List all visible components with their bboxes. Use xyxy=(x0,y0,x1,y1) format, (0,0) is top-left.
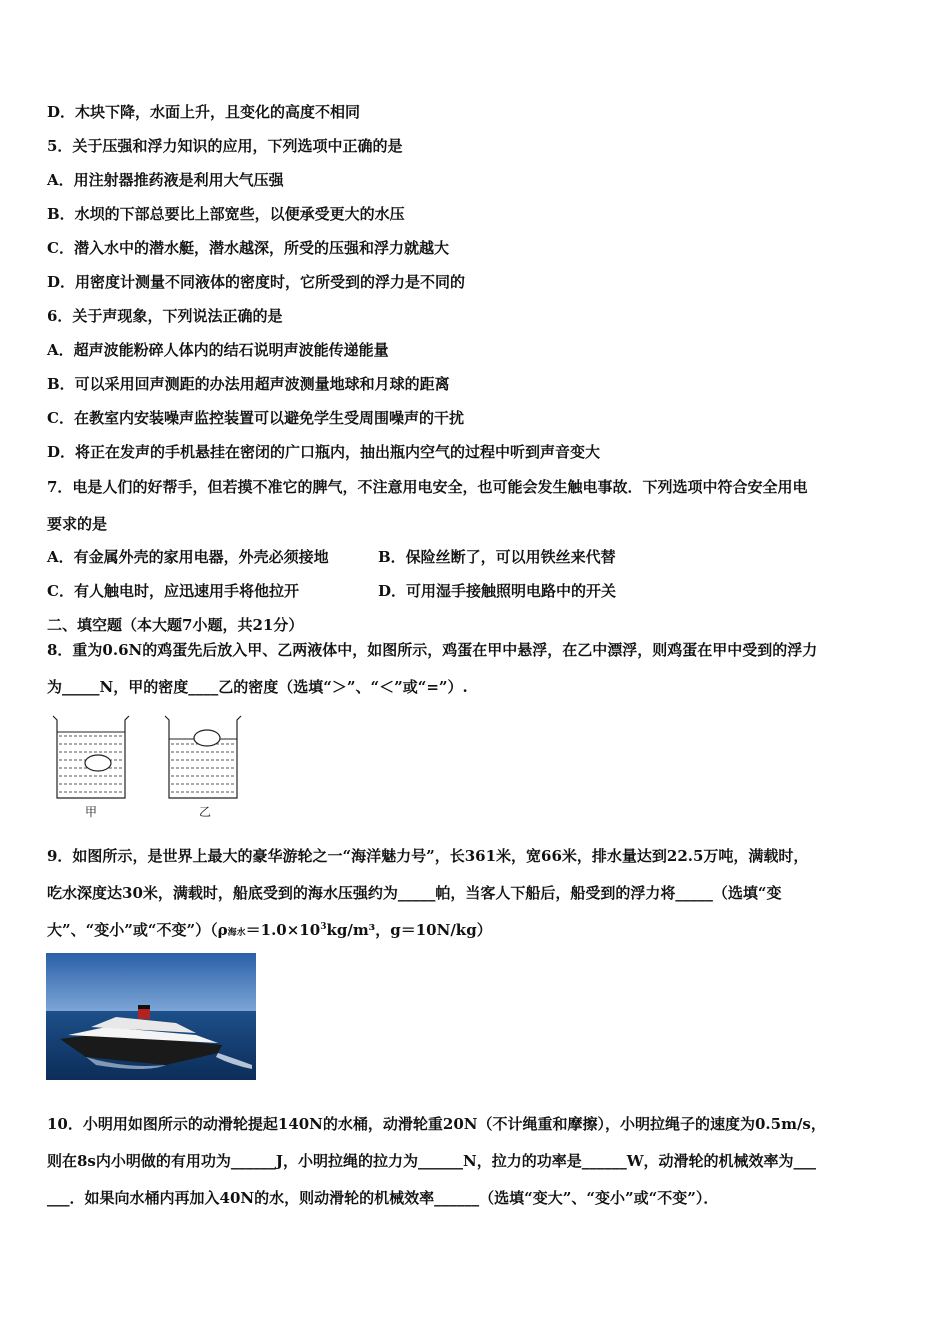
q9-line2: 吃水深度达30米，满载时，船底受到的海水压强约为_____帕，当客人下船后，船受到的浮力将_____（选填“变 xyxy=(47,884,782,902)
q6-option-b: B．可以采用回声测距的办法用超声波测量地球和月球的距离 xyxy=(47,375,450,393)
q7-option-c: C．有人触电时，应迅速用手将他拉开 xyxy=(47,582,299,600)
q7-option-b: B．保险丝断了，可以用铁丝来代替 xyxy=(378,548,616,566)
fig-label-a: 甲 xyxy=(84,805,98,819)
q5-stem: 5．关于压强和浮力知识的应用，下列选项中正确的是 xyxy=(47,137,403,155)
q9-line3 xyxy=(47,920,492,943)
egg-b xyxy=(194,730,220,746)
beaker-b xyxy=(165,716,241,798)
q5-option-b: B．水坝的下部总要比上部宽些，以便承受更大的水压 xyxy=(47,205,405,223)
q9-line3-post: kg/m³，g＝10N/kg） xyxy=(326,921,492,939)
q5-option-d: D．用密度计测量不同液体的密度时，它所受到的浮力是不同的 xyxy=(47,273,466,291)
q6-option-d: D．将正在发声的手机悬挂在密闭的广口瓶内，抽出瓶内空气的过程中听到声音变大 xyxy=(47,443,601,461)
cruise-ship-photo xyxy=(46,953,256,1080)
fig-label-b: 乙 xyxy=(198,805,212,819)
q9-line3-pre: 大”、“变小”或“不变”）（ρ xyxy=(47,921,228,939)
q7-stem-line1: 7．电是人们的好帮手，但若摸不准它的脾气，不注意用电安全，也可能会发生触电事故．下列选项中符合安全用电 xyxy=(47,478,808,496)
q6-option-a: A．超声波能粉碎人体内的结石说明声波能传递能量 xyxy=(47,341,389,359)
q10-line2: 则在8s内小明做的有用功为______J，小明拉绳的拉力为______N，拉力的功率是______W，动滑轮的机械效率为___ xyxy=(47,1152,817,1170)
section-heading: 二、填空题（本大题7小题，共21分） xyxy=(47,616,304,634)
q8-line2: 为_____N，甲的密度____乙的密度（选填“＞”、“＜”或“=”）. xyxy=(47,678,468,696)
q7-option-d: D．可用湿手接触照明电路中的开关 xyxy=(378,582,617,600)
egg-a xyxy=(85,755,111,771)
q5-option-c: C．潜入水中的潜水艇，潜水越深，所受的压强和浮力就越大 xyxy=(47,239,449,257)
beakers-figure xyxy=(45,712,245,822)
q10-line3: ___．如果向水桶内再加入40N的水，则动滑轮的机械效率______（选填“变大”、“变小”或“不变”）． xyxy=(47,1189,719,1207)
q6-stem: 6．关于声现象，下列说法正确的是 xyxy=(47,307,283,325)
beaker-a xyxy=(53,716,129,798)
q8-line1: 8．重为0.6N的鸡蛋先后放入甲、乙两液体中，如图所示，鸡蛋在甲中悬浮，在乙中漂浮，则鸡蛋在甲中受到的浮力 xyxy=(47,641,818,659)
q4-option-d: D．木块下降，水面上升，且变化的高度不相同 xyxy=(47,103,361,121)
q5-option-a: A．用注射器推药液是利用大气压强 xyxy=(47,171,284,189)
q9-line3-sup: 3 xyxy=(320,922,327,932)
q10-line1: 10．小明用如图所示的动滑轮提起140N的水桶，动滑轮重20N（不计绳重和摩擦），小明拉绳子的速度为0.5m/s， xyxy=(47,1115,826,1133)
q6-option-c: C．在教室内安装噪声监控装置可以避免学生受周围噪声的干扰 xyxy=(47,409,464,427)
q9-line1: 9．如图所示，是世界上最大的豪华游轮之一“海洋魅力号”，长361米，宽66米，排水量达到22.5万吨，满载时， xyxy=(47,847,809,865)
q9-line3-sub: 海水 xyxy=(227,928,246,938)
q7-stem-line2: 要求的是 xyxy=(47,515,108,533)
q7-option-a: A．有金属外壳的家用电器，外壳必须接地 xyxy=(47,548,329,566)
q9-line3-mid: ＝1.0×10 xyxy=(245,921,321,939)
